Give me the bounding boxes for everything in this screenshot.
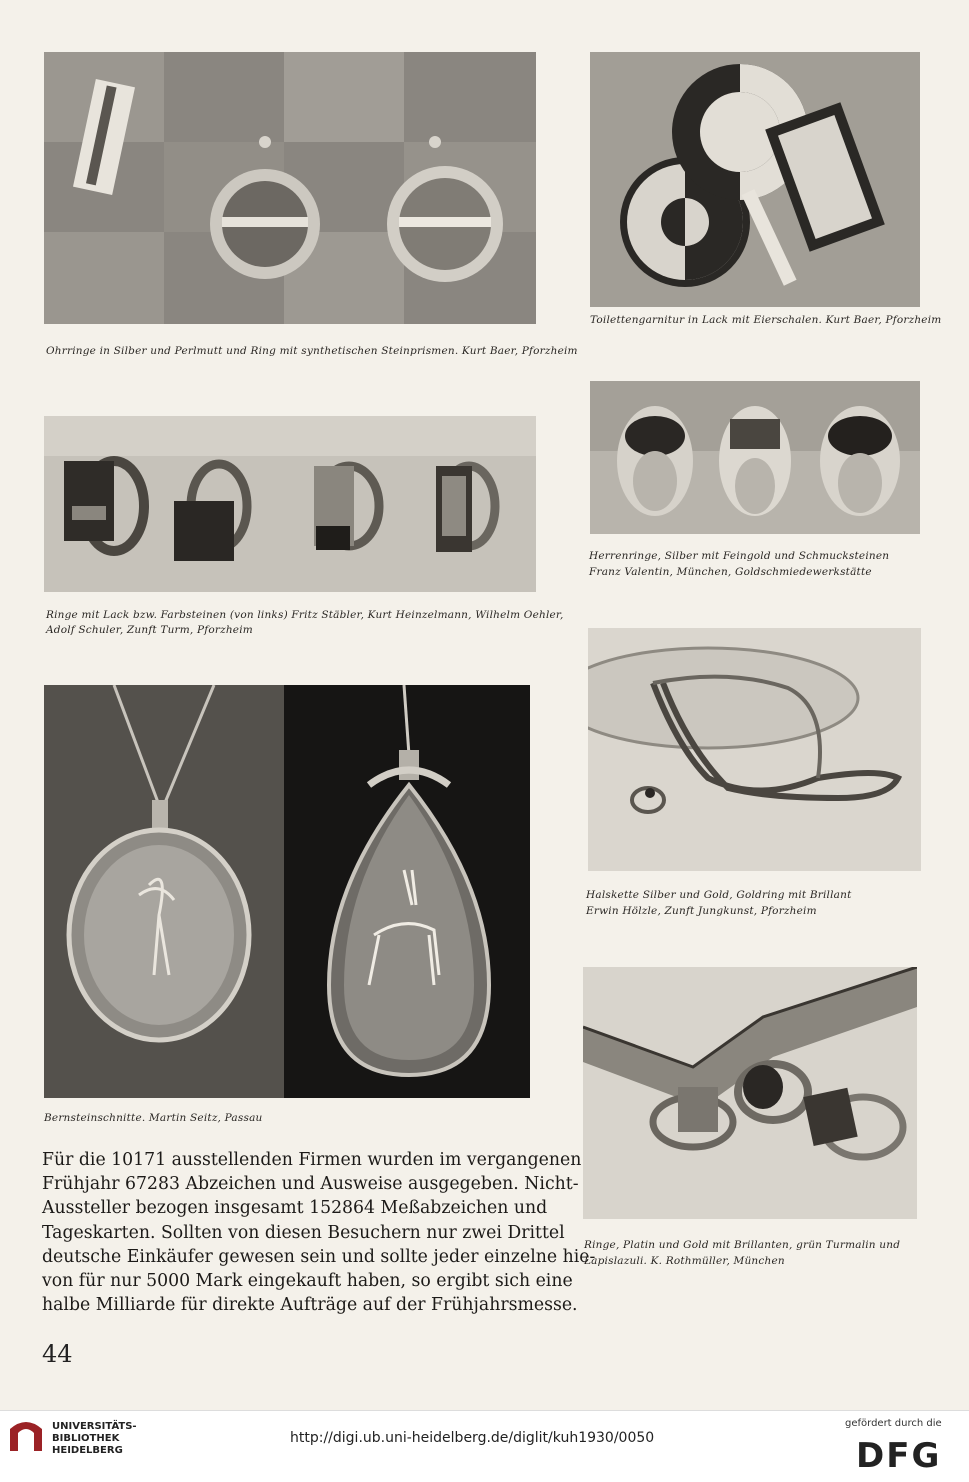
library-name [52,1421,137,1457]
caption-platinum-1: Ringe, Platin und Gold mit Brillanten, grün Turmalin und [584,1239,901,1251]
body-line: Für die 10171 ausstellenden Firmen wurden im vergangenen [42,1150,582,1170]
amber-crane-illustration [44,685,284,1098]
body-line: Frühjahr 67283 Abzeichen und Ausweise ausgegeben. Nicht- [42,1174,579,1195]
toilet-set-illustration [590,52,920,307]
library-name-line: UNIVERSITÄTS- [52,1421,137,1432]
mens-rings-illustration [590,381,920,534]
source-url-link[interactable]: http://digi.ub.uni-heidelberg.de/diglit/kuh1930/0050 [290,1430,655,1446]
photo-amber-right [284,685,530,1098]
platinum-rings-illustration [583,967,917,1219]
body-line: Tageskarten. Sollten von diesen Besuchern nur zwei Drittel [42,1222,565,1243]
caption-necklace-2: Erwin Hölzle, Zunft Jungkunst, Pforzheim [586,905,817,917]
photo-rings-lacquer [44,416,536,592]
amber-gazelle-illustration [284,685,530,1098]
library-name-line: HEIDELBERG [52,1445,123,1456]
photo-necklace [588,628,921,871]
photo-earrings-ring [44,52,536,324]
body-line: von für nur 5000 Mark eingekauft haben, so ergibt sich eine [42,1271,573,1292]
body-line: Aussteller bezogen insgesamt 152864 Meßabzeichen und [42,1198,548,1219]
caption-amber: Bernsteinschnitte. Martin Seitz, Passau [44,1112,263,1124]
caption-rings-lacquer-2: Adolf Schuler, Zunft Turm, Pforzheim [46,624,253,636]
dfg-logo: DFG [856,1436,942,1476]
caption-earrings: Ohrringe in Silber und Perlmutt und Ring mit synthetischen Steinprismen. Kurt Baer, Pforzheim [46,345,578,357]
caption-platinum-2: Lapislazuli. K. Rothmüller, München [584,1255,785,1267]
caption-necklace-1: Halskette Silber und Gold, Goldring mit Brillant [586,889,852,901]
library-logo-icon [6,1415,46,1455]
body-line: deutsche Einkäufer gewesen sein und sollte jeder einzelne hie- [42,1246,596,1267]
photo-mens-rings [590,381,920,534]
caption-mens-rings-1: Herrenringe, Silber mit Feingold und Schmucksteinen [589,550,890,562]
caption-rings-lacquer-1: Ringe mit Lack bzw. Farbsteinen (von links) Fritz Stäbler, Kurt Heinzelmann, Wilhelm Oehler, [46,609,564,621]
funded-by-label: gefördert durch die [845,1418,942,1429]
earrings-illustration [44,52,536,324]
body-paragraph [42,1148,596,1317]
caption-mens-rings-2: Franz Valentin, München, Goldschmiedewerkstätte [589,566,872,578]
body-line: halbe Milliarde für direkte Aufträge auf der Frühjahrsmesse. [42,1295,578,1316]
page-number: 44 [42,1340,73,1368]
photo-amber-left [44,685,284,1098]
photo-platinum-rings [583,967,917,1219]
necklace-illustration [588,628,921,871]
rings-lacquer-illustration [44,416,536,592]
library-name-line: BIBLIOTHEK [52,1433,120,1444]
photo-toilet-set [590,52,920,307]
footer-bar [0,1410,969,1482]
caption-toilet-set: Toilettengarnitur in Lack mit Eierschalen. Kurt Baer, Pforzheim [590,314,942,326]
